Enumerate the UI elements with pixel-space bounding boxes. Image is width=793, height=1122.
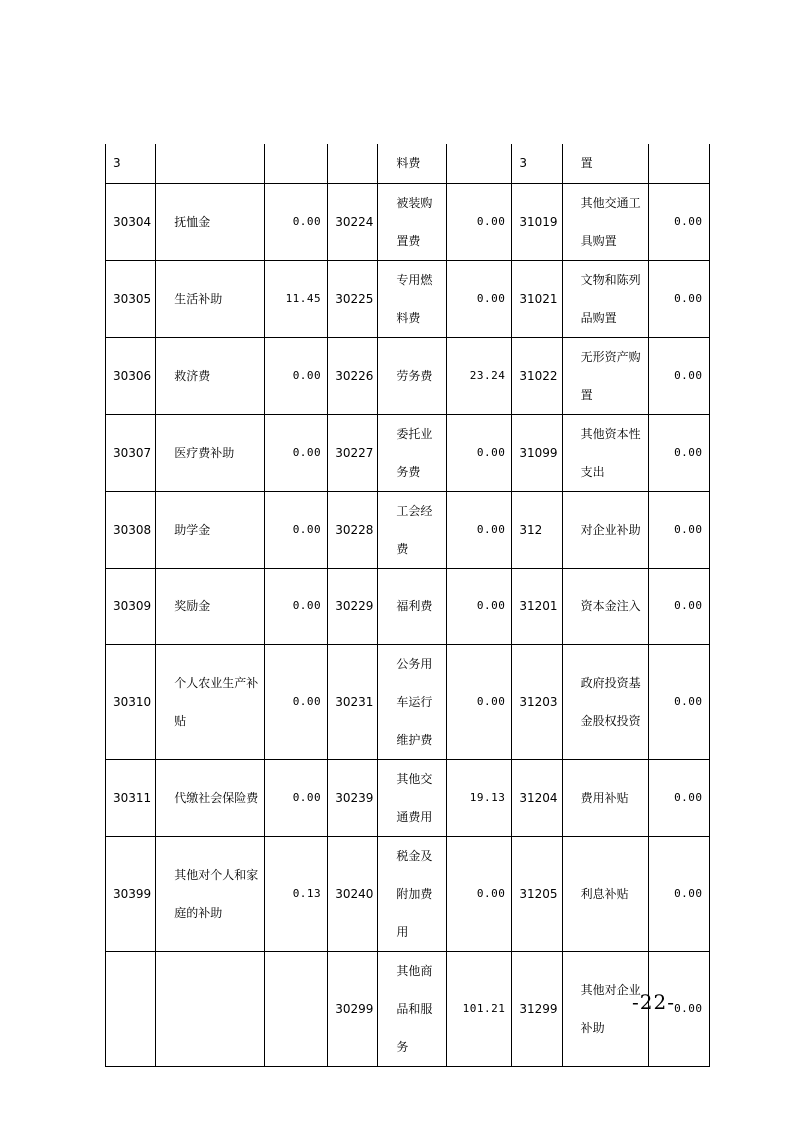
code-cell: 30226	[328, 337, 378, 414]
code-cell: 30224	[328, 183, 378, 260]
code-cell: 31205	[512, 836, 562, 951]
name-cell: 其他对个人和家庭的补助	[156, 836, 265, 951]
name-cell: 个人农业生产补贴	[156, 644, 265, 759]
amount-cell: 0.00	[447, 836, 512, 951]
name-cell: 委托业务费	[378, 414, 447, 491]
amount-cell: 0.00	[265, 414, 328, 491]
code-cell: 30231	[328, 644, 378, 759]
amount-cell: 0.00	[648, 491, 709, 568]
name-cell: 费用补贴	[562, 759, 648, 836]
name-cell: 置	[562, 144, 648, 183]
amount-cell: 11.45	[265, 260, 328, 337]
code-cell: 30310	[106, 644, 156, 759]
amount-cell: 0.00	[265, 183, 328, 260]
code-cell: 3	[106, 144, 156, 183]
code-cell: 31204	[512, 759, 562, 836]
amount-cell: 0.00	[265, 568, 328, 644]
amount-cell: 0.00	[648, 759, 709, 836]
name-cell: 抚恤金	[156, 183, 265, 260]
code-cell	[328, 144, 378, 183]
code-cell: 31099	[512, 414, 562, 491]
code-cell: 30304	[106, 183, 156, 260]
name-cell: 其他商品和服务	[378, 951, 447, 1066]
table-row	[106, 260, 710, 337]
expenditure-table	[105, 144, 710, 1067]
amount-cell: 0.00	[447, 183, 512, 260]
code-cell: 30228	[328, 491, 378, 568]
code-cell: 30306	[106, 337, 156, 414]
name-cell: 工会经费	[378, 491, 447, 568]
name-cell: 无形资产购置	[562, 337, 648, 414]
name-cell: 专用燃料费	[378, 260, 447, 337]
name-cell: 利息补贴	[562, 836, 648, 951]
amount-cell: 0.13	[265, 836, 328, 951]
amount-cell: 0.00	[447, 568, 512, 644]
amount-cell: 0.00	[648, 260, 709, 337]
name-cell: 其他交通费用	[378, 759, 447, 836]
name-cell: 政府投资基金股权投资	[562, 644, 648, 759]
name-cell: 助学金	[156, 491, 265, 568]
table-row	[106, 759, 710, 836]
name-cell: 其他资本性支出	[562, 414, 648, 491]
code-cell: 30309	[106, 568, 156, 644]
code-cell: 312	[512, 491, 562, 568]
amount-cell: 0.00	[648, 836, 709, 951]
name-cell: 公务用车运行维护费	[378, 644, 447, 759]
code-cell: 30240	[328, 836, 378, 951]
code-cell: 30305	[106, 260, 156, 337]
table-row	[106, 951, 710, 1066]
name-cell: 料费	[378, 144, 447, 183]
name-cell: 奖励金	[156, 568, 265, 644]
name-cell: 资本金注入	[562, 568, 648, 644]
name-cell: 文物和陈列品购置	[562, 260, 648, 337]
amount-cell: 0.00	[265, 337, 328, 414]
code-cell: 30308	[106, 491, 156, 568]
amount-cell: 0.00	[648, 337, 709, 414]
amount-cell: 0.00	[447, 491, 512, 568]
amount-cell: 0.00	[265, 759, 328, 836]
code-cell: 30239	[328, 759, 378, 836]
amount-cell: 0.00	[648, 568, 709, 644]
name-cell	[156, 144, 265, 183]
amount-cell: 0.00	[648, 951, 709, 1066]
code-cell	[106, 951, 156, 1066]
amount-cell: 0.00	[447, 260, 512, 337]
name-cell: 被装购置费	[378, 183, 447, 260]
code-cell: 31019	[512, 183, 562, 260]
amount-cell: 0.00	[447, 414, 512, 491]
amount-cell	[265, 951, 328, 1066]
table-row	[106, 414, 710, 491]
table-row	[106, 836, 710, 951]
table-row	[106, 568, 710, 644]
table-row	[106, 491, 710, 568]
amount-cell: 0.00	[648, 644, 709, 759]
name-cell: 其他交通工具购置	[562, 183, 648, 260]
amount-cell: 0.00	[648, 414, 709, 491]
amount-cell: 0.00	[648, 183, 709, 260]
table-row	[106, 644, 710, 759]
amount-cell	[648, 144, 709, 183]
amount-cell	[265, 144, 328, 183]
code-cell: 30225	[328, 260, 378, 337]
page-number: -22-	[632, 990, 675, 1014]
code-cell: 3	[512, 144, 562, 183]
amount-cell: 0.00	[265, 491, 328, 568]
name-cell: 劳务费	[378, 337, 447, 414]
table-row	[106, 183, 710, 260]
table-row	[106, 144, 710, 183]
code-cell: 31201	[512, 568, 562, 644]
name-cell: 代缴社会保险费	[156, 759, 265, 836]
name-cell: 生活补助	[156, 260, 265, 337]
name-cell	[156, 951, 265, 1066]
code-cell: 30227	[328, 414, 378, 491]
amount-cell: 0.00	[447, 644, 512, 759]
name-cell: 对企业补助	[562, 491, 648, 568]
code-cell: 30229	[328, 568, 378, 644]
amount-cell: 101.21	[447, 951, 512, 1066]
amount-cell: 23.24	[447, 337, 512, 414]
code-cell: 31021	[512, 260, 562, 337]
name-cell: 税金及附加费用	[378, 836, 447, 951]
table-row	[106, 337, 710, 414]
amount-cell: 19.13	[447, 759, 512, 836]
amount-cell	[447, 144, 512, 183]
code-cell: 31203	[512, 644, 562, 759]
code-cell: 31299	[512, 951, 562, 1066]
name-cell: 福利费	[378, 568, 447, 644]
name-cell: 其他对企业补助	[562, 951, 648, 1066]
code-cell: 31022	[512, 337, 562, 414]
name-cell: 医疗费补助	[156, 414, 265, 491]
code-cell: 30307	[106, 414, 156, 491]
name-cell: 救济费	[156, 337, 265, 414]
code-cell: 30299	[328, 951, 378, 1066]
code-cell: 30311	[106, 759, 156, 836]
code-cell: 30399	[106, 836, 156, 951]
amount-cell: 0.00	[265, 644, 328, 759]
